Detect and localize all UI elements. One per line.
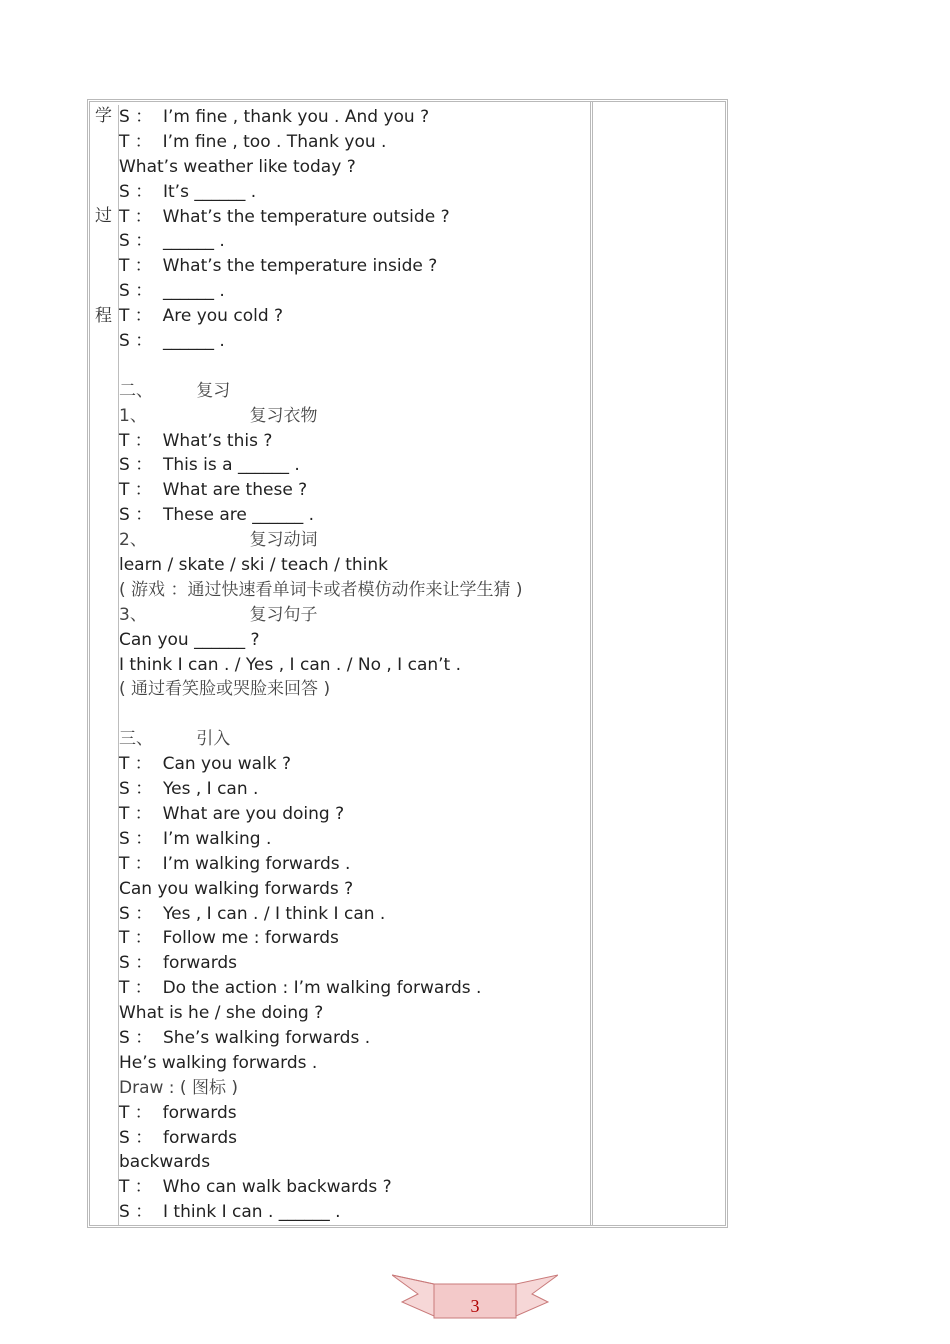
content-line: Can you walking forwards ? [119, 878, 354, 899]
content-line: S ： Yes , I can . / I think I can . [119, 903, 386, 924]
content-line: learn / skate / ski / teach / think [119, 555, 389, 576]
content-line: 2、 复习动词 [119, 530, 318, 551]
content-line: S ： forwards [119, 953, 238, 974]
content-line: S ： I’m walking . [119, 828, 272, 849]
content-line: T ： Follow me : forwards [119, 928, 339, 949]
content-line: 1、 复习衣物 [119, 405, 318, 426]
content-line: S ： This is a ______ . [119, 455, 300, 476]
content-line: Can you ______ ? [119, 629, 260, 650]
content-line: T ： Do the action : I’m walking forwards . [119, 978, 482, 999]
content-line: T ： What’s this ? [119, 430, 273, 451]
content-line: What’s weather like today ? [119, 156, 356, 177]
content-line: 3、 复习句子 [119, 604, 318, 625]
content-line: ( 游戏 ：通过快速看单词卡或者模仿动作来让学生猜 ) [119, 579, 523, 600]
content-line: S ： I’m fine , thank you . And you ? [119, 107, 430, 127]
content-line: S ： forwards [119, 1127, 238, 1148]
page-number-badge [392, 1272, 558, 1322]
content-line [119, 354, 585, 379]
content-line: S ： She’s walking forwards . [119, 1027, 371, 1048]
content-line: S ： ______ . [119, 281, 225, 302]
content-line: S ： Yes , I can . [119, 779, 259, 800]
side-label-char: 程 [95, 306, 112, 326]
content-line: S ： ______ . [119, 231, 225, 252]
side-label-char: 过 [95, 206, 112, 226]
content-line: What is he / she doing ? [119, 1003, 324, 1024]
content-line: I think I can . / Yes , I can . / No , I can’t . [119, 654, 462, 675]
content-line: He’s walking forwards . [119, 1052, 318, 1073]
side-label-char: 学 [95, 106, 112, 126]
lesson-content [118, 105, 585, 1225]
content-line: T ： What are these ? [119, 480, 308, 501]
content-line: S ： It’s ______ . [119, 181, 257, 202]
content-line: 三、 引入 [119, 729, 231, 750]
content-line: S ： These are ______ . [119, 505, 315, 526]
page-number: 3 [470, 1296, 480, 1316]
content-line: T ： What’s the temperature outside ? [119, 206, 450, 227]
content-line: T ： I’m walking forwards . [119, 853, 351, 874]
content-line: ( 通过看笑脸或哭脸来回答 ) [119, 679, 331, 700]
content-line [119, 702, 585, 727]
content-line: T ： What are you doing ? [119, 803, 345, 824]
content-line: 二、 复习 [119, 380, 231, 401]
content-line: T ： I’m fine , too . Thank you . [119, 131, 387, 152]
content-line: T ： What’s the temperature inside ? [119, 256, 438, 277]
content-line: T ： Can you walk ? [119, 754, 292, 775]
content-line: Draw : ( 图标 ) [119, 1077, 239, 1098]
content-line: backwards [119, 1152, 211, 1173]
column-divider [590, 102, 593, 1225]
content-line: T ： forwards [119, 1102, 237, 1123]
lesson-table [87, 99, 728, 1228]
content-line: T ： Are you cold ? [119, 306, 284, 327]
content-line: S ： ______ . [119, 331, 225, 352]
content-line: S ： I think I can . ______ . [119, 1202, 341, 1223]
content-line: T ： Who can walk backwards ? [119, 1177, 392, 1198]
